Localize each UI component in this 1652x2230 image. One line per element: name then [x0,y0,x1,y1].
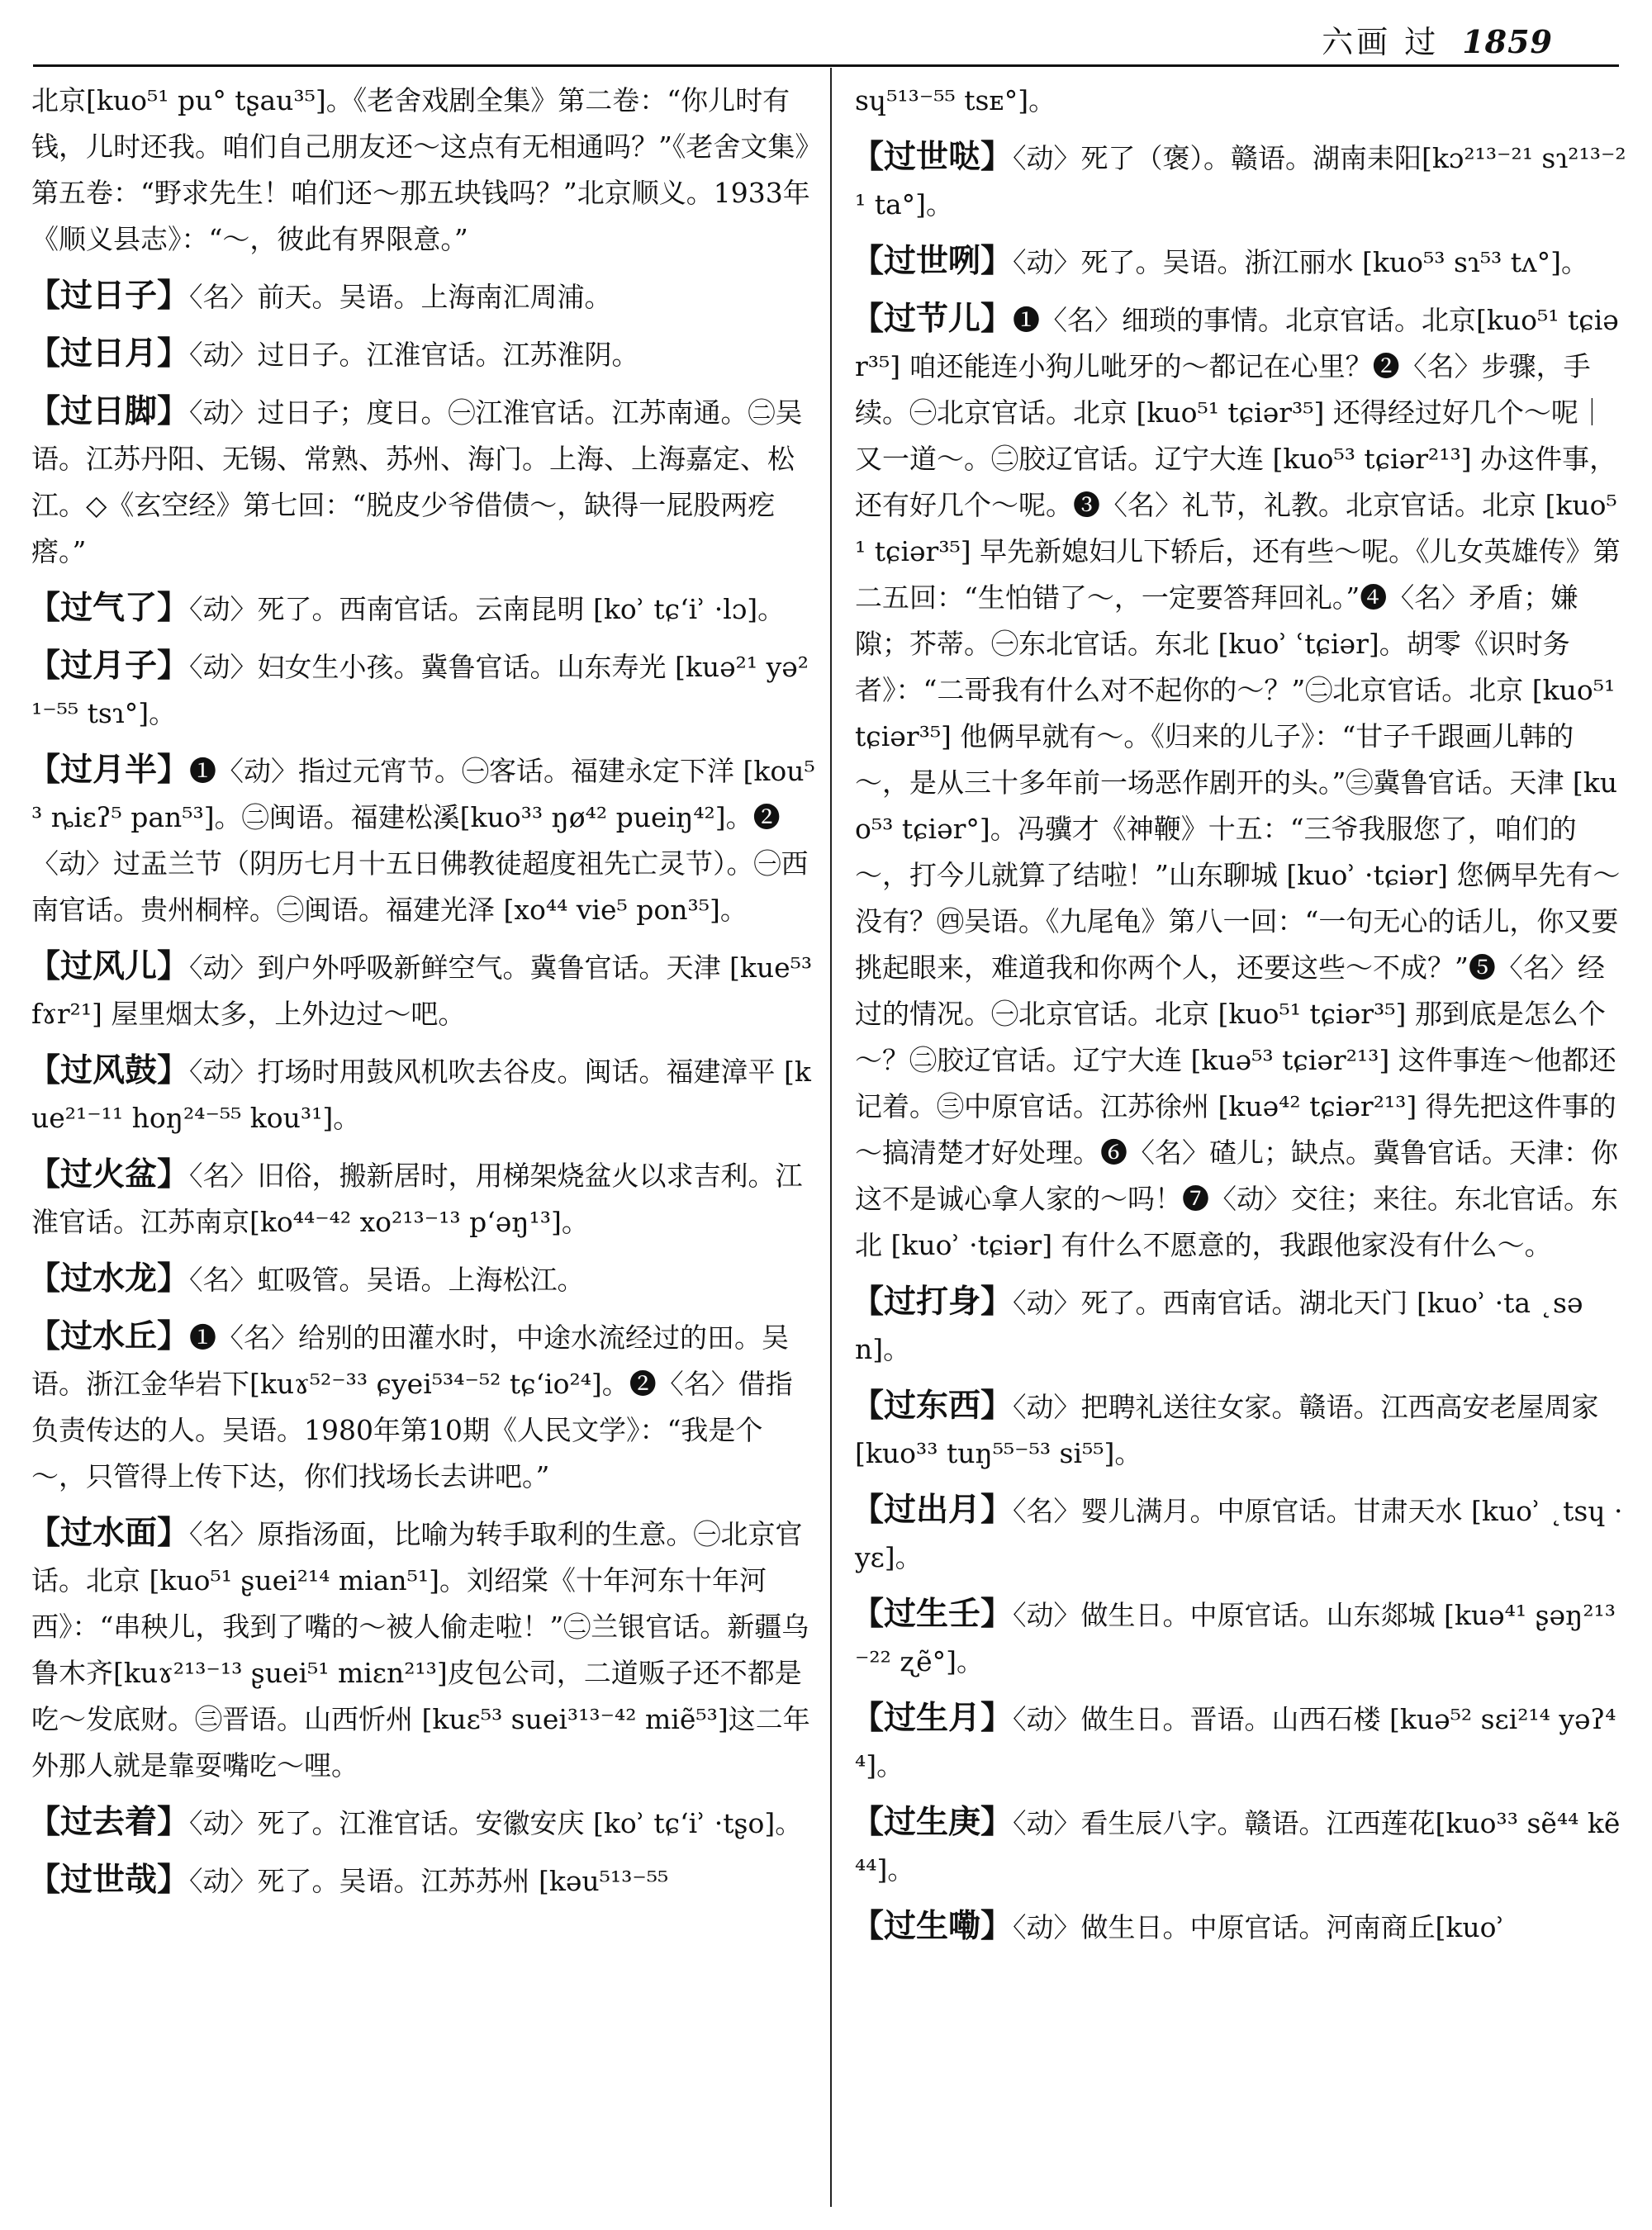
header-rule [33,64,1619,67]
left-column [28,76,816,1914]
entry-headword: 【过生庚】 [852,1803,1014,1841]
entry-headword: 【过风鼓】 [28,1051,190,1089]
entry-text: 北京[kuo⁵¹ pu° tʂau³⁵]。《老舍戏剧全集》第二卷：“你儿时有钱，儿时还我。咱们自己朋友还～这点有无相通吗？”《老舍文集》第五卷：“野求先生！咱们还～那五块钱吗？”北京顺义。1933年《顺义县志》：“～，彼此有界限意。” [31,84,810,255]
entry-text: 〈名〉虹吸管。吴语。上海松江。 [189,1264,585,1296]
page-number: 1859 [1462,23,1553,60]
entry-text: 〈名〉婴儿满月。中原官话。甘肃天水 [kuoʾ ˛tsɥ ·yɛ]。 [855,1495,1623,1573]
entry-text: 〈动〉死了。西南官话。云南昆明 [koʾ tɕʻiʾ ·lɔ]。 [189,593,786,625]
page-header [0,0,1652,66]
dictionary-entry [852,1591,1627,1685]
entry-headword: 【过月子】 [28,647,190,685]
dictionary-entry [852,134,1627,228]
entry-headword: 【过水龙】 [28,1260,190,1298]
entry-headword: 【过去着】 [28,1803,190,1841]
dictionary-entry [852,1903,1627,1951]
entry-text: 〈动〉死了。西南官话。湖北天门 [kuoʾ ·ta ˛sən]。 [855,1287,1583,1365]
dictionary-entry [28,943,816,1037]
dictionary-entry [852,1695,1627,1789]
entry-headword: 【过东西】 [852,1387,1014,1425]
dictionary-entry [28,747,816,933]
dictionary-entry [28,330,816,378]
dictionary-entry [28,1799,816,1847]
entry-text: 〈动〉打场时用鼓风机吹去谷皮。闽话。福建漳平 [kue²¹⁻¹¹ hoŋ²⁴⁻⁵⁵ kou³¹]。 [31,1056,811,1134]
entry-text: 〈动〉到户外呼吸新鲜空气。冀鲁官话。天津 [kue⁵³ fɤr²¹] 屋里烟太多，上外边过～吧。 [31,951,813,1030]
entry-headword: 【过节儿】 [852,300,1014,338]
entry-text: 〈动〉死了（褒）。赣语。湖南耒阳[kɔ²¹³⁻²¹ sɿ²¹³⁻²¹ ta°]。 [855,142,1626,221]
entry-text: 〈动〉做生日。晋语。山西石楼 [kuə⁵² sɛi²¹⁴ yəʔ⁴⁴]。 [855,1703,1616,1782]
dictionary-entry [28,1047,816,1141]
entry-headword: 【过月半】 [28,751,190,789]
dictionary-entry [852,1383,1627,1477]
dictionary-entry [28,1510,816,1789]
entry-headword: 【过世咧】 [852,242,1014,280]
entry-text: 〈动〉过日子；度日。㊀江淮官话。江苏南通。㊁吴语。江苏丹阳、无锡、常熟、苏州、海门。上海、上海嘉定、松江。◇《玄空经》第七回：“脱皮少爷借债～，缺得一屁股两疙瘩。” [31,396,803,567]
entry-headword: 【过水丘】 [28,1317,190,1355]
dictionary-entry [28,1857,816,1905]
entry-text: 〈动〉死了。江淮官话。安徽安庆 [koʾ tɕʻiʾ ·tʂo]。 [189,1807,803,1839]
entry-text: ❶〈名〉给别的田灌水时，中途水流经过的田。吴语。浙江金华岩下[kuɤ⁵²⁻³³ ɕyei⁵³⁴⁻⁵² tɕʻio²⁴]。❷〈名〉借指负责传达的人。吴语。1980年第10期《人民文学》：“我是个～，只管得上传下达，你们找场长去讲吧。” [31,1321,793,1492]
entry-text: 〈动〉死了。吴语。浙江丽水 [kuo⁵³ sɿ⁵³ tʌ°]。 [1013,246,1589,278]
dictionary-entry [28,1151,816,1245]
entry-text: 〈动〉看生辰八字。赣语。江西莲花[kuo³³ sẽ⁴⁴ kẽ⁴⁴]。 [855,1807,1621,1886]
dictionary-entry [852,296,1627,1269]
dictionary-entry [852,1279,1627,1373]
entry-headword: 【过世哉】 [28,1861,190,1899]
dictionary-entry [31,76,816,263]
entry-text: sɥ⁵¹³⁻⁵⁵ tsᴇ°]。 [855,84,1056,116]
entry-headword: 【过打身】 [852,1283,1014,1321]
entry-text: 〈动〉死了。吴语。江苏苏州 [kəu⁵¹³⁻⁵⁵ [189,1865,669,1897]
dictionary-entry [852,1799,1627,1893]
dictionary-entry [28,585,816,633]
entry-headword: 【过世哒】 [852,138,1014,176]
entry-text: 〈名〉前天。吴语。上海南汇周浦。 [189,281,612,313]
entry-text: 〈动〉妇女生小孩。冀鲁官话。山东寿光 [kuə²¹ yə²¹⁻⁵⁵ tsɿ°]。 [31,651,809,729]
entry-headword: 【过生壬】 [852,1595,1014,1633]
entry-text: 〈动〉做生日。中原官话。河南商丘[kuoʾ [1013,1911,1505,1943]
entry-headword: 【过水面】 [28,1514,190,1552]
entry-headword: 【过生月】 [852,1699,1014,1737]
dictionary-entry [28,1255,816,1303]
entry-text: 〈名〉原指汤面，比喻为转手取利的生意。㊀北京官话。北京 [kuo⁵¹ ʂuei²¹⁴ mian⁵¹]。刘绍棠《十年河东十年河西》：“串秧儿，我到了嘴的～被人偷走啦！”㊁兰银官话。新疆乌鲁木齐[kuɤ²¹³⁻¹³ ʂuei⁵¹ miɛn²¹³]皮包公司，二道贩子还不都是吃～发底财。㊂晋语。山西忻州 [kuɛ⁵³ suei³¹³⁻⁴² miẽ⁵³]这二年外那人就是靠耍嘴吃～哩。 [31,1518,810,1782]
entry-headword: 【过生嘞】 [852,1907,1014,1945]
entry-text: 〈动〉把聘礼送往女家。赣语。江西高安老屋周家 [kuo³³ tuŋ⁵⁵⁻⁵³ si⁵⁵]。 [855,1391,1599,1469]
dictionary-entry [855,76,1627,124]
entry-text: ❶〈动〉指过元宵节。㊀客话。福建永定下洋 [kou⁵³ ȵiɛʔ⁵ pan⁵³]。㊁闽语。福建松溪[kuo³³ ŋø⁴² pueiŋ⁴²]。❷〈动〉过盂兰节（阴历七月十五日佛教徒超度祖先亡灵节）。㊀西南官话。贵州桐梓。㊁闽语。福建光泽 [xo⁴⁴ vie⁵ pon³⁵]。 [31,755,815,926]
dictionary-entry [852,238,1627,286]
entry-headword: 【过日月】 [28,334,190,372]
dictionary-entry [28,1313,816,1500]
dictionary-entry [28,388,816,575]
entry-headword: 【过出月】 [852,1491,1014,1529]
entry-headword: 【过日子】 [28,277,190,315]
entry-text: 〈名〉旧俗，搬新居时，用梯架烧盆火以求吉利。江淮官话。江苏南京[ko⁴⁴⁻⁴² xo²¹³⁻¹³ pʻəŋ¹³]。 [31,1160,803,1238]
entry-headword: 【过火盆】 [28,1155,190,1193]
dictionary-entry [28,273,816,320]
entry-text: 〈动〉做生日。中原官话。山东郯城 [kuə⁴¹ ʂəŋ²¹³⁻²² ʐẽ°]。 [855,1599,1616,1677]
dictionary-entry [28,643,816,737]
dictionary-entry [852,1487,1627,1581]
entry-headword: 【过日脚】 [28,392,190,430]
entry-headword: 【过气了】 [28,589,190,627]
right-column [852,76,1627,1961]
entry-text: ❶〈名〉细琐的事情。北京官话。北京[kuo⁵¹ tɕiər³⁵] 咱还能连小狗儿呲牙的～都记在心里？❷〈名〉步骤，手续。㊀北京官话。北京 [kuo⁵¹ tɕiər³⁵] 还得经过好几个～呢｜又一道～。㊁胶辽官话。辽宁大连 [kuo⁵³ tɕiər²¹³] 办这件事，还有好几个～呢。❸〈名〉礼节，礼教。北京官话。北京 [kuo⁵¹ tɕiər³⁵] 早先新媳妇儿下轿后，还有些～呢。《儿女英雄传》第二五回：“生怕错了～，一定要答拜回礼。”❹〈名〉矛盾；嫌隙；芥蒂。㊀东北官话。东北 [kuoʾ ʿtɕiər]。胡零《识时务者》：“二哥我有什么对不起你的～？”㊁北京官话。北京 [kuo⁵¹ tɕiər³⁵] 他俩早就有～。《归来的儿子》：“甘子千跟画儿韩的～，是从三十多年前一场恶作剧开的头。”㊂冀鲁官话。天津 [kuo⁵³ tɕiər°]。冯骥才《神鞭》十五：“三爷我服您了，咱们的～，打今儿就算了结啦！”山东聊城 [kuoʾ ·tɕiər] 您俩早先有～没有？㊃吴语。《九尾龟》第八一回：“一句无心的话儿，你又要挑起眼来，难道我和你两个人，还要这些～不成？”❺〈名〉经过的情况。㊀北京官话。北京 [kuo⁵¹ tɕiər³⁵] 那到底是怎么个～？㊁胶辽官话。辽宁大连 [kuə⁵³ tɕiər²¹³] 这件事连～他都还记着。㊂中原官话。江苏徐州 [kuə⁴² tɕiər²¹³] 得先把这件事的～搞清楚才好处理。❻〈名〉碴儿；缺点。冀鲁官话。天津：你这不是诚心拿人家的～吗！❼〈动〉交往；来往。东北官话。东北 [kuoʾ ·tɕiər] 有什么不愿意的，我跟他家没有什么～。 [855,304,1621,1261]
entry-text: 〈动〉过日子。江淮官话。江苏淮阴。 [189,339,639,371]
section-title: 六画 过 [1322,24,1440,60]
running-head [1322,17,1553,62]
entry-headword: 【过风儿】 [28,947,190,985]
column-divider [830,68,832,2207]
